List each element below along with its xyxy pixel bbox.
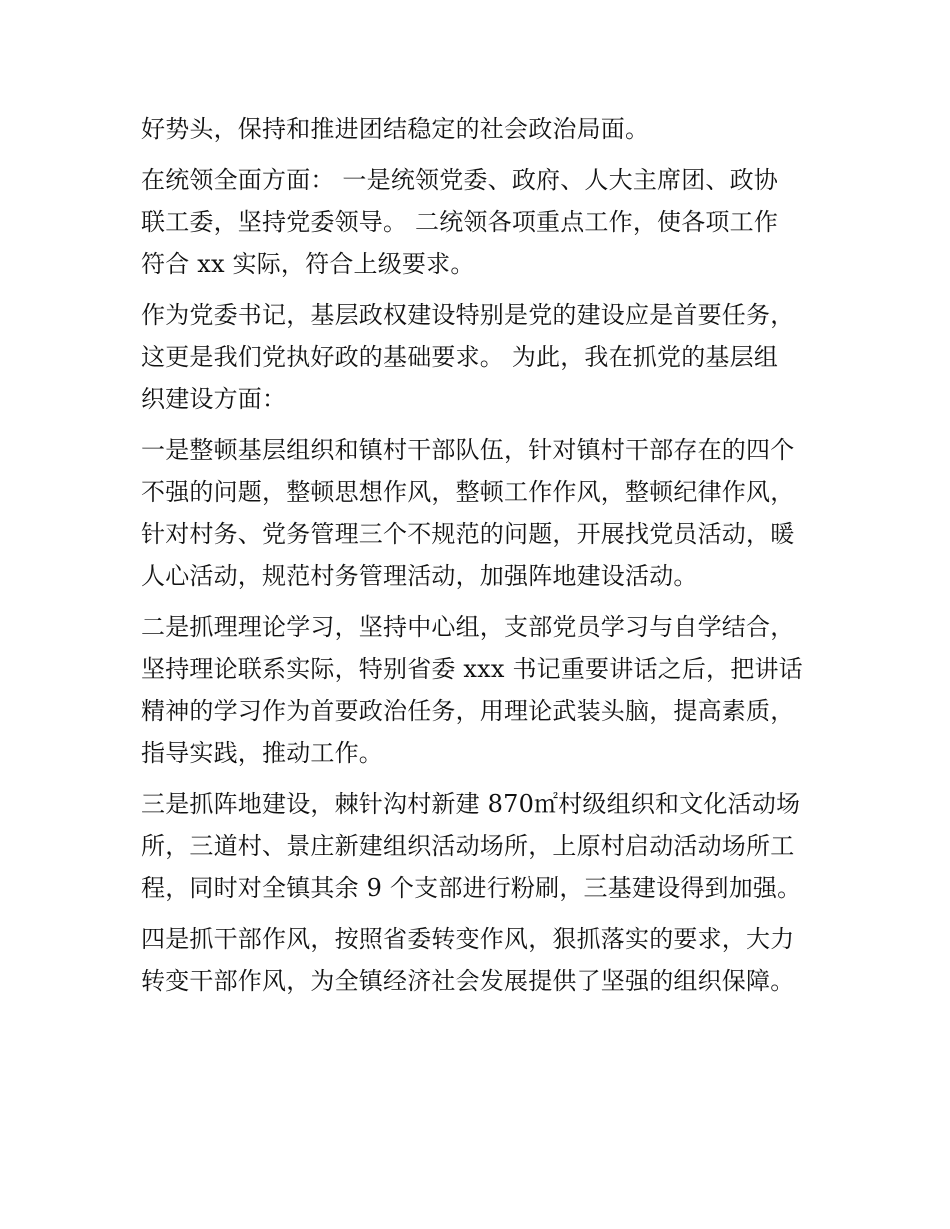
paragraph [141, 783, 831, 909]
paragraph [141, 606, 831, 774]
text-line: 所，三道村、景庄新建组织活动场所，上原村启动活动场所工 [141, 832, 795, 860]
text-line: 程，同时对全镇其余 9 个支部进行粉刷，三基建设得到加强。 [141, 874, 802, 902]
text-line: 三是抓阵地建设，棘针沟村新建 870㎡村级组织和文化活动场 [141, 790, 801, 818]
text-line: 好势头，保持和推进团结稳定的社会政治局面。 [141, 115, 650, 143]
paragraph [141, 294, 831, 420]
text-line: 转变干部作风，为全镇经济社会发展提供了坚强的组织保障。 [141, 967, 795, 995]
paragraph [141, 159, 831, 285]
text-line: 一是整顿基层组织和镇村干部队伍，针对镇村干部存在的四个 [141, 436, 795, 464]
document-body [141, 108, 831, 1011]
text-line: 作为党委书记，基层政权建设特别是党的建设应是首要任务， [141, 301, 795, 329]
paragraph [141, 918, 831, 1002]
text-line: 针对村务、党务管理三个不规范的问题，开展找党员活动，暖 [141, 520, 795, 548]
text-line: 四是抓干部作风，按照省委转变作风，狠抓落实的要求，大力 [141, 925, 795, 953]
text-line: 在统领全面方面： 一是统领党委、政府、人大主席团、政协 [141, 166, 779, 194]
text-line: 织建设方面： [141, 385, 287, 413]
text-line: 联工委，坚持党委领导。 二统领各项重点工作，使各项工作 [141, 208, 779, 236]
text-line: 这更是我们党执好政的基础要求。 为此，我在抓党的基层组 [141, 343, 779, 371]
text-line: 精神的学习作为首要政治任务，用理论武装头脑，提高素质， [141, 697, 795, 725]
text-line: 不强的问题，整顿思想作风，整顿工作作风，整顿纪律作风， [141, 478, 795, 506]
text-line: 符合 xx 实际，符合上级要求。 [141, 250, 475, 278]
text-line: 二是抓理理论学习，坚持中心组，支部党员学习与自学结合， [141, 613, 795, 641]
text-line: 指导实践，推动工作。 [141, 739, 383, 767]
paragraph [141, 108, 831, 150]
text-line: 坚持理论联系实际，特别省委 xxx 书记重要讲话之后，把讲话 [141, 655, 803, 683]
text-line: 人心活动，规范村务管理活动，加强阵地建设活动。 [141, 562, 698, 590]
paragraph [141, 429, 831, 597]
